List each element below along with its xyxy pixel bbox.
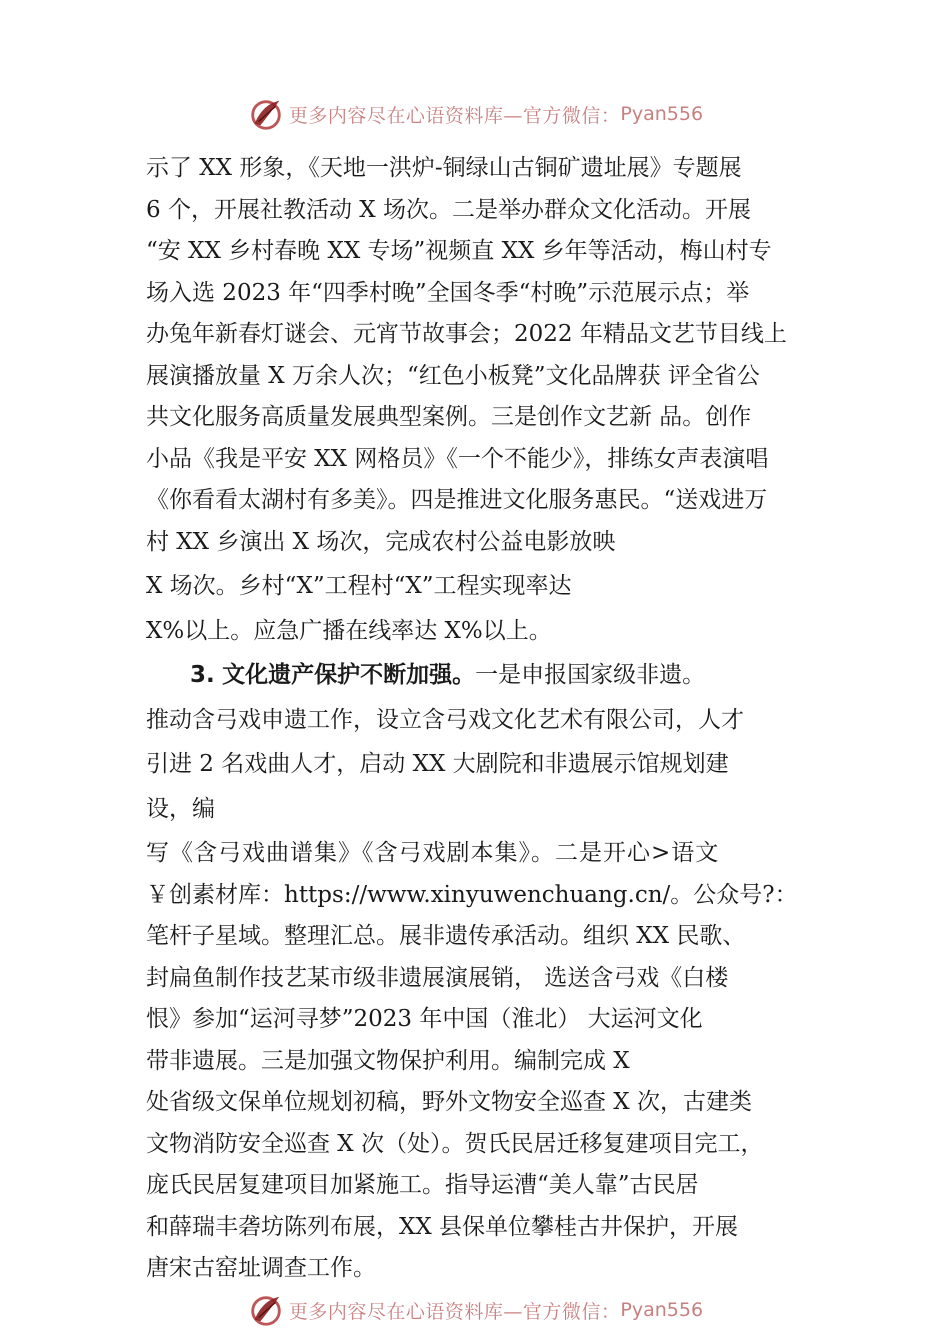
brush-stroke-logo-icon — [247, 95, 285, 133]
body-line: “安 XX 乡村春晚 XX 专场”视频直 XX 乡年等活动，梅山村专 — [146, 238, 772, 264]
section-heading — [146, 655, 846, 697]
body-line: 村 XX 乡演出 X 场次，完成农村公益电影放映 — [146, 528, 616, 555]
body-line: 笔杆子星域。整理汇总。展非遗传承活动。组织 XX 民歌、 — [146, 923, 746, 949]
body-line: 处省级文保单位规划初稿，野外文物安全巡查 X 次，古建类 — [146, 1089, 752, 1115]
footer-watermark — [0, 1288, 950, 1332]
body-line: 文物消防安全巡查 X 次（处）。贺氏民居迁移复建项目完工， — [146, 1130, 764, 1157]
watermark-id: Pyan556 — [620, 1299, 704, 1321]
body-line: 《你看看太湖村有多美》。四是推进文化服务惠民。“送戏进万 — [146, 487, 768, 513]
body-line: ￥创素材库：https://www.xinyuwenchuang.cn/。公众号?： — [146, 881, 798, 908]
body-line: 唐宋古窑址调查工作。 — [146, 1255, 376, 1281]
brush-stroke-logo-icon — [247, 1291, 285, 1329]
body-line: 办兔年新春灯谜会、元宵节故事会；2022 年精品文艺节目线上 — [146, 321, 787, 347]
body-line: 封扁鱼制作技艺某市级非遗展演展销， 选送含弓戏《白楼 — [146, 964, 729, 991]
body-line: 设，编 — [146, 795, 215, 822]
body-line: 6 个，开展社教活动 X 场次。二是举办群众文化活动。开展 — [146, 196, 751, 223]
section-first-line-text: 一是申报国家级非遗。 — [475, 662, 706, 688]
body-line: X 场次。乡村“X”工程村“X”工程实现率达 — [146, 573, 572, 599]
watermark-text: 更多内容尽在心语资料库—官方微信： — [288, 1300, 621, 1323]
section-title: 文化遗产保护不断加强。 — [222, 662, 476, 688]
header-watermark — [0, 92, 950, 136]
body-line: 展演播放量 X 万余人次；“红色小板凳”文化品牌获 评全省公 — [146, 362, 760, 389]
body-line: 共文化服务高质量发展典型案例。三是创作文艺新 品。创作 — [146, 404, 752, 430]
body-line: 小品《我是平安 XX 网格员》《一个不能少》，排练女声表演唱 — [146, 445, 769, 472]
body-line: 带非遗展。三是加强文物保护利用。编制完成 X — [146, 1047, 630, 1074]
body-line: X%以上。应急广播在线率达 X%以上。 — [146, 617, 552, 644]
document-body — [146, 148, 846, 1290]
body-line: 引进 2 名戏曲人才，启动 XX 大剧院和非遗展示馆规划建 — [146, 751, 729, 777]
section-number: 3. — [190, 662, 215, 688]
body-line: 推动含弓戏申遗工作，设立含弓戏文化艺术有限公司，人才 — [146, 706, 744, 733]
body-line: 恨》参加“运河寻梦”2023 年中国（淮北） 大运河文化 — [146, 1006, 703, 1032]
body-line: 场入选 2023 年“四季村晚”全国冬季“村晚”示范展示点；举 — [146, 279, 750, 306]
body-line: 写《含弓戏曲谱集》《含弓戏剧本集》。二是开心>语文 — [146, 840, 720, 866]
watermark-text: 更多内容尽在心语资料库—官方微信： — [288, 104, 621, 127]
watermark-id: Pyan556 — [620, 103, 704, 125]
body-line: 庞氏民居复建项目加紧施工。指导运漕“美人靠”古民居 — [146, 1172, 699, 1198]
body-line: 和薛瑞丰砻坊陈列布展，XX 县保单位攀桂古井保护，开展 — [146, 1213, 739, 1240]
body-line: 示了 XX 形象，《天地一洪炉-铜绿山古铜矿遗址展》专题展 — [146, 155, 742, 181]
